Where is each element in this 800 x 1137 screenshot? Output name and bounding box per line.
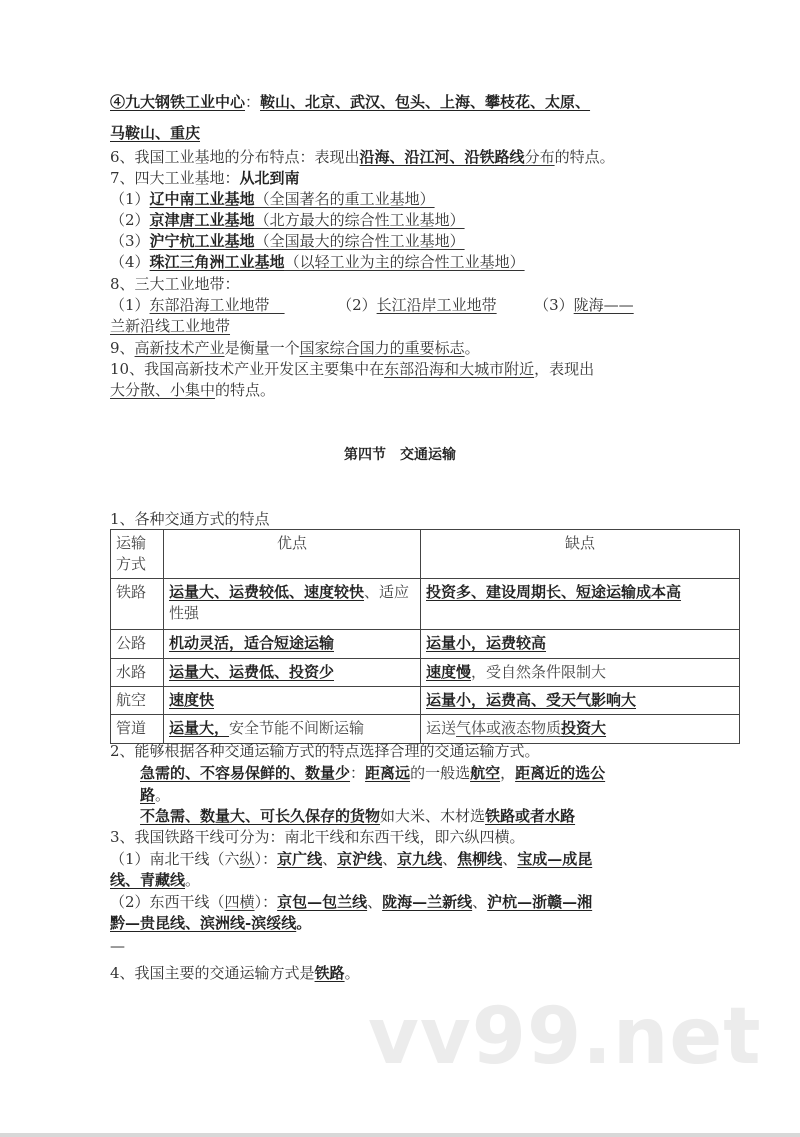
text-segment: ，表现出 <box>534 360 595 378</box>
emphasis-text: 京九线 <box>397 850 443 868</box>
transport-mode: 公路 <box>111 630 164 659</box>
header-mode: 运输方式 <box>111 530 164 579</box>
emphasis-text: 。 <box>296 914 312 932</box>
text-line <box>110 963 360 983</box>
text-line <box>110 252 525 272</box>
text-segment: 3、我国铁路干线可分为：南北干线和东西干线，即六纵四横。 <box>110 828 525 846</box>
emphasis-text: 辽中南工业基地 <box>149 190 255 208</box>
text-line <box>110 359 594 379</box>
emphasis-text: 机动灵活，适合短途运输 <box>169 634 335 652</box>
emphasis-text: 投资大 <box>561 719 607 737</box>
emphasis-text: 运量小，运费高、受天气影响大 <box>426 691 637 709</box>
text-segment: 、 <box>502 850 518 868</box>
emphasis-text: （全国著名的重工业基地） <box>254 190 435 208</box>
text-segment: 、 <box>472 893 488 911</box>
text-line <box>110 741 540 761</box>
transport-mode: 铁路 <box>111 579 164 630</box>
text-segment: （4） <box>110 253 150 271</box>
emphasis-text: （全国最大的综合性工业基地） <box>254 232 465 250</box>
emphasis-text: （北方最大的综合性工业基地） <box>254 211 465 229</box>
text-segment: 、 <box>442 850 458 868</box>
text-line <box>110 338 480 358</box>
emphasis-text: 陇海—兰新线 <box>382 893 473 911</box>
text-line <box>110 168 300 188</box>
text-segment <box>110 764 140 782</box>
emphasis-text: 四横 <box>224 893 255 911</box>
cons-cell <box>421 687 740 715</box>
text-segment: 安全节能不间断运输 <box>229 719 365 737</box>
emphasis-text: 沿海、沿江河、沿铁路线 <box>359 148 525 166</box>
text-segment: ）： <box>254 850 278 868</box>
text-line <box>110 806 575 826</box>
text-segment: （1）南北干线（六 <box>110 850 240 868</box>
emphasis-text: （以轻工业为主的综合性工业基地） <box>284 253 525 271</box>
emphasis-text: 宝成—成昆 <box>517 850 593 868</box>
text-segment <box>110 786 140 804</box>
emphasis-text: 投资多、建设周期长、短途运输成本高 <box>426 583 682 601</box>
text-line <box>110 849 592 869</box>
text-line <box>110 936 125 956</box>
emphasis-text: 国家综合国力的重要标志 <box>299 339 465 357</box>
text-line <box>110 316 230 336</box>
emphasis-text: 铁路或者水路 <box>485 807 576 825</box>
header-cons: 缺点 <box>421 530 740 579</box>
text-line <box>110 913 311 933</box>
emphasis-text: 焦柳线 <box>457 850 503 868</box>
pros-cell <box>164 715 421 744</box>
table-row <box>111 630 740 659</box>
text-segment: 的特点。 <box>215 381 276 399</box>
text-segment: （2）东西干线（ <box>110 893 225 911</box>
emphasis-text: 陇海—— <box>573 296 634 314</box>
text-line <box>110 892 592 912</box>
text-line <box>110 189 435 209</box>
text-segment: 4、我国主要的交通运输方式是 <box>110 964 315 982</box>
emphasis-text: 急需的、不容易保鲜的、数量少 <box>140 764 351 782</box>
text-segment: 的特点。 <box>554 148 615 166</box>
emphasis-text: 京广线 <box>277 850 323 868</box>
emphasis-text: 马鞍山、重庆 <box>110 124 201 142</box>
transport-mode: 水路 <box>111 659 164 687</box>
text-line <box>110 123 200 143</box>
text-segment: 是衡量一个 <box>224 339 300 357</box>
table-row <box>111 659 740 687</box>
watermark: vv99.net <box>368 992 762 1082</box>
text-line <box>110 295 634 315</box>
text-segment: 。 <box>155 786 171 804</box>
text-segment: ，受自然条件限制大 <box>471 663 607 681</box>
emphasis-text: 航空 <box>470 764 501 782</box>
text-segment: 7、四大工业基地： <box>110 169 240 187</box>
emphasis-text: 黔—贵昆线、滨洲线-滨绥线 <box>110 914 297 932</box>
emphasis-text: 距离远 <box>365 764 411 782</box>
emphasis-text: 不急需、数量大、可长久保存的货物 <box>140 807 381 825</box>
text-segment: （3） <box>110 232 150 250</box>
emphasis-text: 长江沿岸工业地带 <box>376 296 497 314</box>
transport-mode: 管道 <box>111 715 164 744</box>
header-pros: 优点 <box>164 530 421 579</box>
pros-cell <box>164 630 421 659</box>
emphasis-text: 京沪线 <box>337 850 383 868</box>
emphasis-text: 距离近的选公 <box>515 764 606 782</box>
text-line <box>110 147 615 167</box>
cons-cell <box>421 630 740 659</box>
text-segment: 的一般选 <box>410 764 471 782</box>
text-line <box>110 827 525 847</box>
emphasis-text: 鞍山、北京、武汉、包头、上海、攀枝花、太原、 <box>260 93 591 111</box>
emphasis-text: 纵 <box>239 850 255 868</box>
emphasis-text: 高新技术产业 <box>134 339 225 357</box>
transport-table <box>110 529 740 744</box>
text-line <box>110 870 200 890</box>
emphasis-text: 东部沿海工业地带 <box>149 296 285 314</box>
text-line <box>110 763 605 783</box>
text-segment: 、 <box>367 893 383 911</box>
text-segment: 、 <box>322 850 338 868</box>
emphasis-text: 大分散、小集中 <box>110 381 216 399</box>
text-segment: ）： <box>254 893 278 911</box>
text-line <box>110 231 465 251</box>
table-row <box>111 715 740 744</box>
section-title: 第四节 交通运输 <box>344 447 456 463</box>
text-segment: 、 <box>382 850 398 868</box>
text-segment: 、适应性强 <box>169 583 410 622</box>
emphasis-text: 沪杭—浙赣—湘 <box>487 893 593 911</box>
text-segment: 。 <box>344 964 360 982</box>
text-segment <box>110 807 140 825</box>
text-line <box>110 380 275 400</box>
text-segment: （3） <box>496 296 574 314</box>
text-segment: ， <box>500 764 516 782</box>
text-segment: 。 <box>464 339 480 357</box>
text-segment: 9、 <box>110 339 135 357</box>
pros-cell <box>164 659 421 687</box>
text-line <box>110 785 170 805</box>
emphasis-text: 东部沿海和大城市附近 <box>384 360 535 378</box>
text-line <box>110 210 465 230</box>
text-segment: ： <box>350 764 366 782</box>
text-segment: 6、我国工业基地的分布特点：表现出 <box>110 148 360 166</box>
text-segment: 。 <box>185 871 201 889</box>
page-edge <box>0 1133 800 1137</box>
text-line <box>110 92 590 112</box>
emphasis-text: 兰新沿线工业地带 <box>110 317 231 335</box>
text-segment: （1） <box>110 190 150 208</box>
emphasis-text: 京包—包兰线 <box>277 893 368 911</box>
cons-cell <box>421 659 740 687</box>
text-segment: 2、能够根据各种交通运输方式的特点选择合理的交通运输方式。 <box>110 742 540 760</box>
emphasis-text: ④九大钢铁工业中心 <box>110 93 246 111</box>
table-row <box>111 579 740 630</box>
emphasis-text: 气体或液态物质 <box>456 719 562 737</box>
text-segment: （2） <box>110 211 150 229</box>
emphasis-text: 从北到南 <box>239 169 300 187</box>
cons-cell <box>421 579 740 630</box>
text-segment: 如大米、木材选 <box>380 807 486 825</box>
pros-cell <box>164 687 421 715</box>
text-segment: 运送 <box>426 719 457 737</box>
emphasis-text: 路 <box>140 786 156 804</box>
table-row <box>111 687 740 715</box>
transport-mode: 航空 <box>111 687 164 715</box>
emphasis-text: 分布 <box>524 148 555 166</box>
text-segment: — <box>110 937 125 955</box>
emphasis-text: 运量大、运费较低、速度较快 <box>169 583 365 601</box>
emphasis-text: 珠江三角洲工业基地 <box>149 253 285 271</box>
text-segment: ： <box>245 93 261 111</box>
emphasis-text: 沪宁杭工业基地 <box>149 232 255 250</box>
text-segment: 10、我国高新技术产业开发区主要集中在 <box>110 360 385 378</box>
table-header-row <box>111 530 740 579</box>
pros-cell <box>164 579 421 630</box>
emphasis-text: 运量大、运费低、投资少 <box>169 663 335 681</box>
table-caption: 1、各种交通方式的特点 <box>110 510 270 528</box>
emphasis-text: 速度慢 <box>426 663 472 681</box>
emphasis-text: 运量大， <box>169 719 230 737</box>
emphasis-text: 速度快 <box>169 691 215 709</box>
text-line <box>110 274 240 294</box>
text-segment: （1） <box>110 296 150 314</box>
emphasis-text: 京津唐工业基地 <box>149 211 255 229</box>
cons-cell <box>421 715 740 744</box>
text-segment: （2） <box>284 296 377 314</box>
emphasis-text: 线、青藏线 <box>110 871 186 889</box>
text-segment: 8、三大工业地带： <box>110 275 240 293</box>
emphasis-text: 铁路 <box>314 964 345 982</box>
emphasis-text: 运量小，运费较高 <box>426 634 547 652</box>
